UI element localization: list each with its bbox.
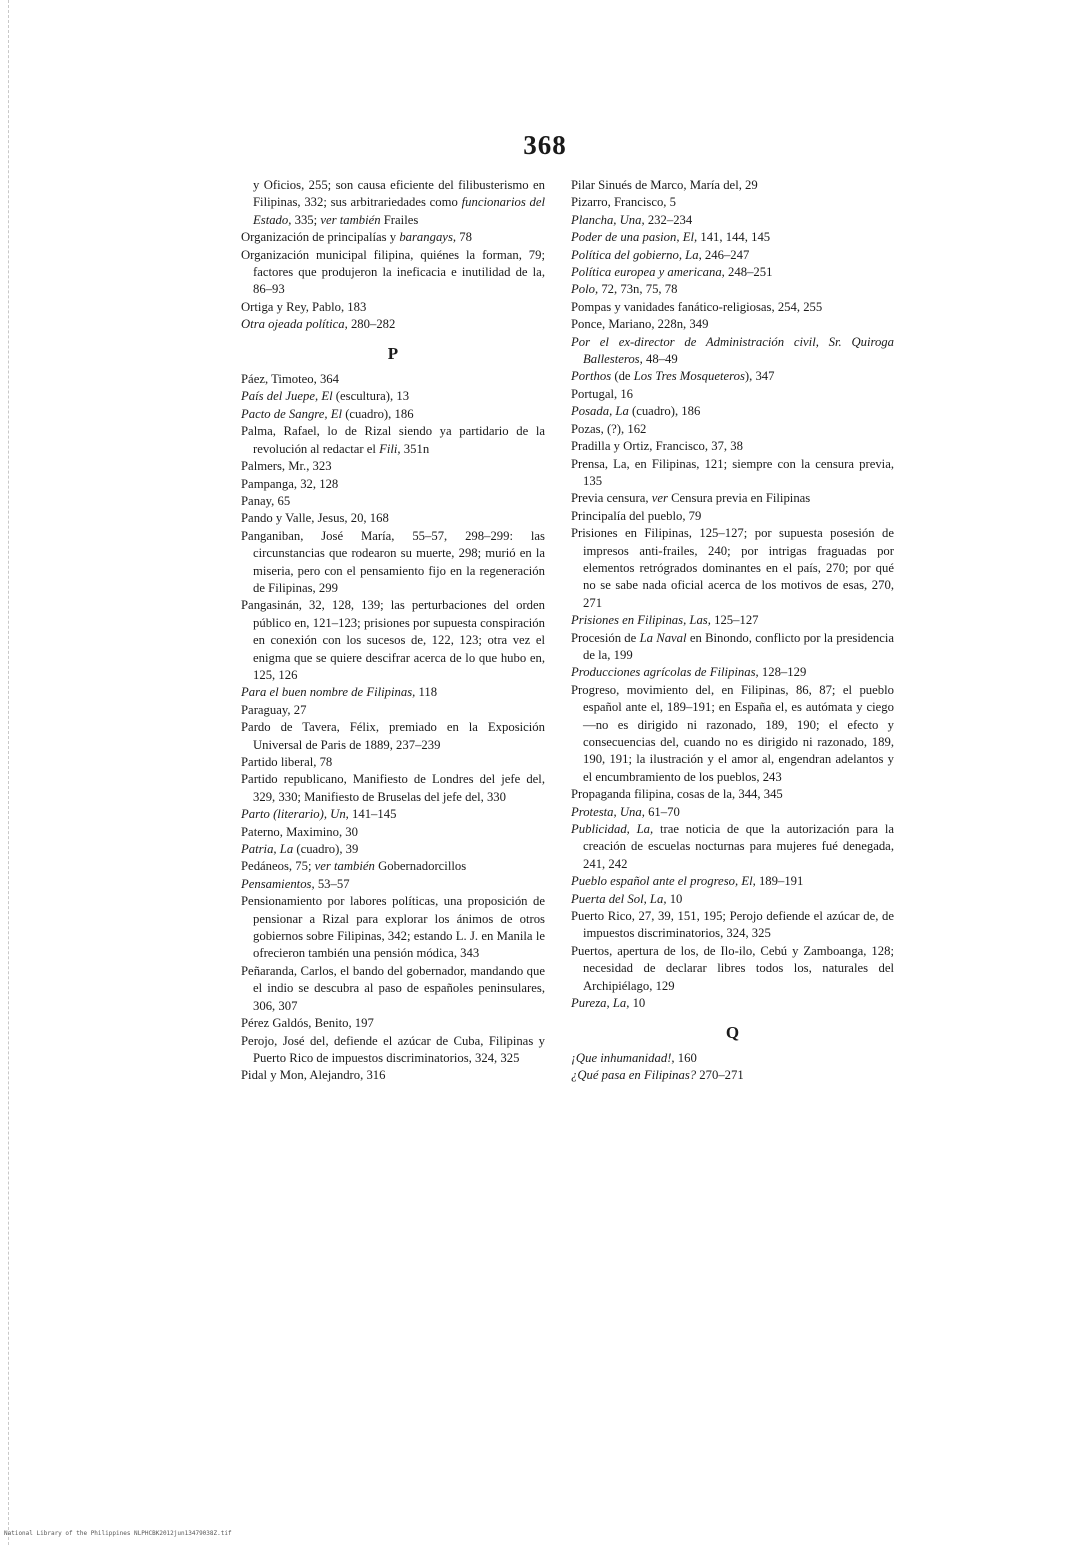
scan-footer: National Library of the Philippines NLPHCBK2012jun13479038Z.tif [4,1530,232,1537]
entry-text: 10 [666,891,683,906]
index-entry [571,664,894,681]
entry-text: 78 [456,230,472,245]
entry-title-italic: Pureza, La, [571,996,630,1011]
entry-text: Pedáneos, 75; [241,859,315,874]
entry-title-italic: Puerta del Sol, La, [571,891,667,906]
entry-text: (cuadro), 39 [293,842,359,857]
entry-text: Gobernadorcillos [374,859,467,874]
entry-text: 72, 73n, 75, 78 [598,282,678,297]
entry-title-italic: ver [651,491,668,506]
entry-title-italic: Prisiones en Filipinas, Las, [571,613,711,628]
entry-title-italic: Para el buen nombre de Filipinas, [241,685,416,700]
index-entry [571,212,894,229]
entry-title-italic: Posada, La [571,404,629,419]
entry-text: Panganiban, José María, 55–57, 298–299: las circunstancias que rodearon su muerte, 298; murió en la miseria, pero con el pensamiento fijo en la regeneración de Filipinas, 299 [241,528,545,595]
entry-title-italic: Patria, La [241,842,294,857]
index-entry [241,841,545,858]
index-entry [241,806,545,823]
index-entry [571,804,894,821]
entry-text: Prisiones en Filipinas, 125–127; por supuesta posesión de impresos anti-frailes, 240; por intrigas fraguadas por elementos retrógrados dominantes en el país, 270; por qué no se sabe nada oficial acerca de los motivos de esas, 270, 271 [571,526,894,610]
index-entry [241,229,545,246]
entry-title-italic: Pacto de Sangre, El [241,406,343,421]
entry-text: Pidal y Mon, Alejandro, 316 [241,1068,386,1083]
index-entry [571,194,894,211]
index-entry [571,1050,894,1067]
entry-text: 125–127 [710,613,759,628]
index-entry [571,630,894,665]
index-entry [241,771,545,806]
index-entry [241,406,545,423]
entry-text: Perojo, José del, defiende el azúcar de Cuba, Filipinas y Puerto Rico de impuestos discriminatorios, 324, 325 [241,1033,545,1065]
index-entry [571,177,894,194]
index-section-letter: P [387,343,399,363]
entry-text: 248–251 [724,265,773,280]
entry-text: 141–145 [348,807,397,822]
entry-text: Pampanga, 32, 128 [241,476,339,491]
entry-text: (de [611,369,634,384]
entry-text: en Binondo, conflicto por la presidencia de la, 199 [583,630,894,662]
index-entry [241,876,545,893]
page-number: 368 [523,130,567,160]
entry-text: Pardo de Tavera, Félix, premiado en la Exposición Universal de Paris de 1889, 237–239 [241,720,545,752]
entry-title-italic: Otra ojeada política, [241,317,348,332]
index-entry [571,403,894,420]
entry-title-italic: Pensamientos, [241,876,315,891]
entry-text: Panay, 65 [241,493,291,508]
index-entry [571,995,894,1012]
entry-text: Pradilla y Ortiz, Francisco, 37, 38 [571,439,743,454]
entry-title-italic: ¿Qué pasa en Filipinas? [571,1068,697,1083]
index-entry [241,1033,545,1068]
entry-text: 280–282 [347,317,396,332]
index-entry [241,423,545,458]
index-entry [571,368,894,385]
entry-text: 118 [415,685,438,700]
entry-text: 61–70 [644,804,680,819]
entry-text: Palma, Rafael, lo de Rizal siendo ya partidario de la revolución al redactar el [241,424,545,456]
index-entry [571,682,894,786]
entry-text: Organización municipal filipina, quiénes la forman, 79; factores que produjeron la ineficacia e inutilidad de la, 86–93 [241,247,545,297]
entry-title-italic: ver también [314,859,375,874]
index-entry [241,719,545,754]
entry-text: (cuadro), 186 [628,404,701,419]
index-entry [241,299,545,316]
entry-text: Partido liberal, 78 [241,755,333,769]
entry-title-italic: Protesta, Una, [571,804,645,819]
index-entry [241,510,545,527]
entry-text: Paterno, Maximino, 30 [241,824,358,839]
index-entry [571,316,894,333]
index-entry [241,1067,545,1084]
entry-text: 48–49 [642,352,678,367]
entry-text: Peñaranda, Carlos, el bando del gobernador, mandando que el indio se descubra al paso de españoles peninsulares, 306, 307 [241,963,545,1013]
entry-text: Pérez Galdós, Benito, 197 [241,1016,374,1031]
index-entry [241,493,545,510]
entry-text: 335; [291,212,321,227]
index-entry [241,858,545,875]
entry-title-italic: Pueblo español ante el progreso, El, [571,874,756,889]
index-section-letter: Q [725,1022,740,1042]
index-entry [571,229,894,246]
index-entry [571,421,894,438]
entry-text: Organización de principalías y [241,230,400,245]
entry-title-italic: ¡Que inhumanidad!, [571,1050,675,1065]
entry-text: Puertos, apertura de los, de Ilo-ilo, Cebú y Zamboanga, 128; necesidad de declarar libres todos los, naturales del Archipiélago, 129 [571,943,894,993]
scan-margin-line [8,0,9,1545]
entry-title-italic: Los Tres Mosqueteros [633,369,745,384]
index-entry [241,476,545,493]
index-entry [571,264,894,281]
entry-text: 189–191 [755,874,804,889]
entry-text: (escultura), 13 [332,389,410,404]
index-entry [571,891,894,908]
entry-text: Partido republicano, Manifiesto de Londres del jefe del, 329, 330; Manifiesto de Bruselas del jefe del, 330 [241,772,545,804]
index-entry [571,247,894,264]
entry-text: Paraguay, 27 [241,702,307,717]
entry-title-italic: La Naval [639,630,687,645]
entry-title-italic: funcionarios del Estado, [253,195,545,227]
index-entry [571,490,894,507]
entry-text: Pando y Valle, Jesus, 20, 168 [241,511,389,526]
entry-text: Previa censura, [571,491,652,506]
index-entry-continuation [241,177,545,229]
index-entry [571,299,894,316]
entry-text: 160 [674,1050,697,1065]
index-entry [241,597,545,684]
entry-text: Prensa, La, en Filipinas, 121; siempre con la censura previa, 135 [571,456,894,488]
entry-text: Progreso, movimiento del, en Filipinas, 86, 87; el pueblo español ante el, 189–191; en España el, es autómata y ciego—no es dirigido ni razonado, 189, 190; el efecto y consecuencias del, cuando no es dirigido ni razonado, 189, 190, 191; la ilustración y el amor al, engendran adelantos y el encumbramiento de los pueblos, 243 [571,682,894,784]
entry-text: 128–129 [758,665,807,680]
entry-text: y Oficios, 255; son causa eficiente del filibusterismo en Filipinas, 332; sus arbitrariedades como [253,178,545,210]
entry-title-italic: barangays, [399,230,457,245]
entry-text: 270–271 [696,1068,744,1083]
entry-title-italic: Poder de una pasion, El, [571,230,698,245]
entry-text: Pilar Sinués de Marco, María del, 29 [571,178,758,192]
entry-text: 351n [400,441,430,456]
entry-text: Ponce, Mariano, 228n, 349 [571,317,709,332]
index-entry [241,388,545,405]
entry-text: Ortiga y Rey, Pablo, 183 [241,299,367,314]
entry-text: Palmers, Mr., 323 [241,459,332,474]
entry-text: Puerto Rico, 27, 39, 151, 195; Perojo defiende el azúcar de, de impuestos discriminatorios, 324, 325 [571,909,894,941]
entry-title-italic: ver también [320,212,381,227]
entry-text: Portugal, 16 [571,386,634,401]
index-entry [571,334,894,369]
entry-text: Pompas y vanidades fanático-religiosas, 254, 255 [571,299,823,314]
entry-text: Pensionamiento por labores políticas, una proposición de pensionar a Rizal para explorar los ánimos de otros gobiernos sobre Filipinas, 342; estando L. J. en Manila le ofrecieron también una pensión módica, 343 [241,894,545,961]
entry-title-italic: Publicidad, La, [571,822,654,837]
entry-text: ), 347 [744,369,775,384]
entry-title-italic: Política del gobierno, La, [571,247,702,262]
entry-title-italic: País del Juepe, El [241,389,333,404]
index-entry [241,458,545,475]
index-entry [241,1015,545,1032]
index-entry [241,754,545,771]
entry-text: 141, 144, 145 [697,230,771,245]
entry-title-italic: Fili, [379,441,401,456]
entry-text: Pizarro, Francisco, 5 [571,195,676,210]
entry-text: Pozas, (?), 162 [571,421,647,436]
index-entry [571,873,894,890]
entry-text: Censura previa en Filipinas [667,491,811,506]
index-entry [571,386,894,403]
index-entry [241,893,545,963]
entry-title-italic: Parto (literario), Un, [241,807,349,822]
index-entry [241,702,545,719]
entry-title-italic: Política europea y americana, [571,265,725,280]
entry-title-italic: Polo, [571,282,599,297]
index-entry [571,943,894,995]
index-entry [571,908,894,943]
index-entry [571,508,894,525]
entry-text: Principalía del pueblo, 79 [571,508,702,523]
entry-text: (cuadro), 186 [342,406,414,421]
index-column-right [571,177,894,1085]
index-entry [571,281,894,298]
entry-text: trae noticia de que la autorización para la creación de escuelas nocturnas para mujeres fué denegada, 241, 242 [583,822,894,871]
index-column-left [241,177,545,1085]
entry-text: 232–234 [644,212,693,227]
index-entry [571,1067,894,1084]
entry-text: 53–57 [314,876,350,891]
index-entry [571,525,894,612]
entry-text: Pangasinán, 32, 128, 139; las perturbaciones del orden público en, 121–123; prisiones por supuesta conspiración en conexión con los sucesos de, 122, 123; otra vez el enigma que se quiere descifrar acerca de lo que hubo en, 125, 126 [241,598,545,682]
entry-title-italic: Porthos [571,369,612,384]
entry-text: Procesión de [571,630,640,645]
index-entry [571,821,894,873]
index-entry [241,963,545,1015]
entry-text: Páez, Timoteo, 364 [241,372,339,387]
entry-text: Frailes [380,212,419,227]
index-entry [571,456,894,491]
index-entry [241,247,545,299]
index-entry [571,612,894,629]
index-entry [241,316,545,333]
index-entry [241,371,545,388]
index-entry [241,824,545,841]
index-entry [241,684,545,701]
index-entry [571,786,894,803]
entry-title-italic: Producciones agrícolas de Filipinas, [571,665,759,680]
index-entry [571,438,894,455]
entry-text: 10 [629,996,646,1011]
entry-text: Propaganda filipina, cosas de la, 344, 345 [571,787,783,802]
entry-text: 246–247 [701,247,750,262]
entry-title-italic: Plancha, Una, [571,212,645,227]
index-entry [241,528,545,598]
entry-title-italic: Por el ex-director de Administración civil, Sr. Quiroga Ballesteros, [571,334,894,367]
